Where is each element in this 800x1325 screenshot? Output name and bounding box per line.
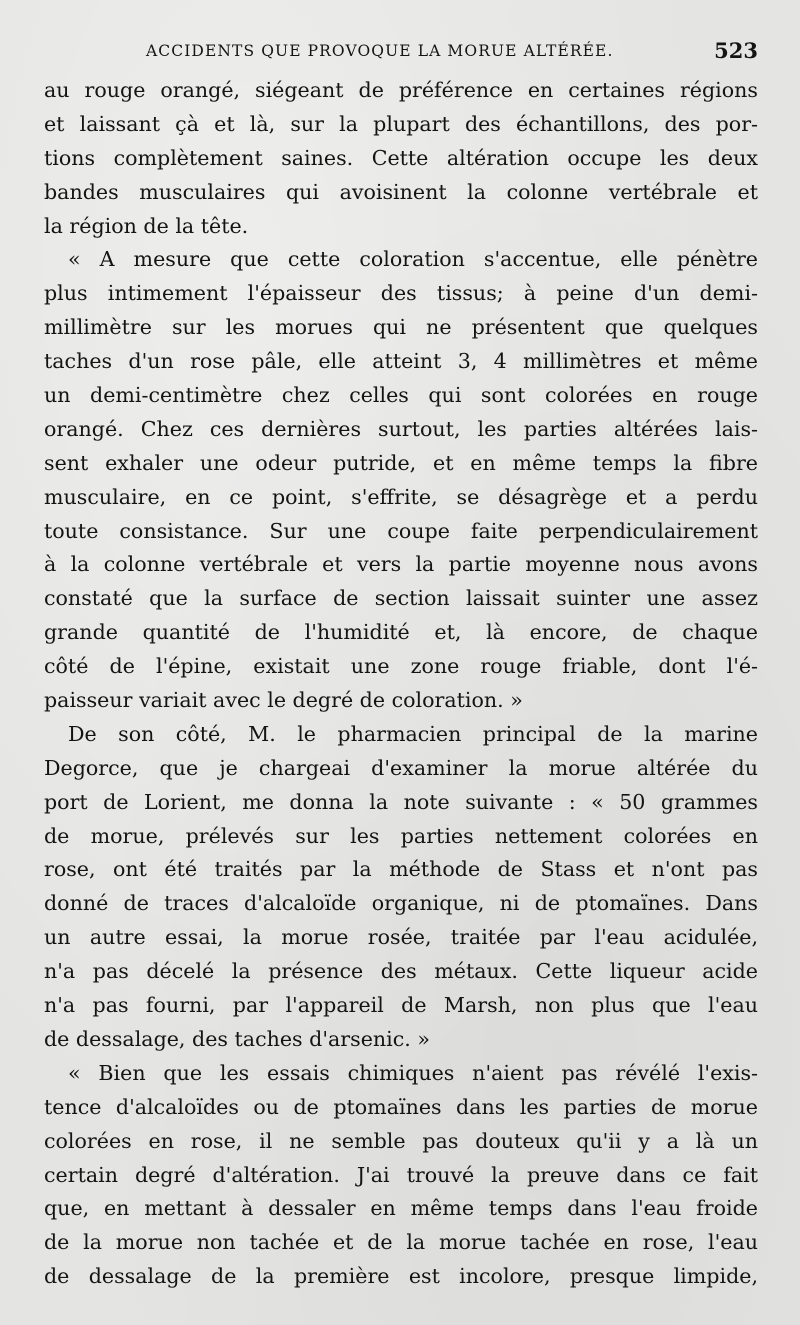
text-line: sent exhaler une odeur putride, et en même temps la fibre [44,450,758,475]
text-line: plus intimement l'épaisseur des tissus; à peine d'un demi- [44,281,758,306]
text-line: toute consistance. Sur une coupe faite perpendiculairement [44,518,758,543]
page-number: 523 [714,38,758,63]
text-line: et laissant çà et là, sur la plupart des échantillons, des por- [44,111,758,136]
text-line: tence d'alcaloïdes ou de ptomaïnes dans les parties de morue [44,1094,758,1119]
text-line: que, en mettant à dessaler en même temps dans l'eau froide [44,1196,758,1221]
text-line: de dessalage de la première est incolore, presque limpide, [44,1264,758,1289]
text-line: à la colonne vertébrale et vers la partie moyenne nous avons [44,552,758,577]
text-line: côté de l'épine, existait une zone rouge friable, dont l'é- [44,654,758,679]
text-line: constaté que la surface de section laissait suinter une assez [44,586,758,611]
text-line: un autre essai, la morue rosée, traitée par l'eau acidulée, [44,925,758,950]
text-line: de morue, prélevés sur les parties nettement colorées en [44,823,758,848]
text-line: grande quantité de l'humidité et, là encore, de chaque [44,620,758,645]
text-line: orangé. Chez ces dernières surtout, les parties altérées lais- [44,416,758,441]
text-line: bandes musculaires qui avoisinent la colonne vertébrale et [44,179,758,204]
text-line: « A mesure que cette coloration s'accentue, elle pénètre [68,247,758,272]
text-line: n'a pas décelé la présence des métaux. Cette liqueur acide [44,959,758,984]
text-line: « Bien que les essais chimiques n'aient pas révélé l'exis- [68,1060,758,1085]
text-line: Degorce, que je chargeai d'examiner la morue altérée du [44,755,758,780]
text-line: millimètre sur les morues qui ne présentent que quelques [44,315,758,340]
text-line: de la morue non tachée et de la morue tachée en rose, l'eau [44,1230,758,1255]
text-line: donné de traces d'alcaloïde organique, ni de ptomaïnes. Dans [44,891,758,916]
body-text [44,74,758,1294]
text-line: paisseur variait avec le degré de coloration. » [44,688,523,713]
text-line: certain degré d'altération. J'ai trouvé la preuve dans ce fait [44,1162,758,1187]
text-line: au rouge orangé, siégeant de préférence en certaines régions [44,78,758,102]
text-line: De son côté, M. le pharmacien principal de la marine [68,721,758,746]
text-line: n'a pas fourni, par l'appareil de Marsh, non plus que l'eau [44,993,758,1018]
text-line: taches d'un rose pâle, elle atteint 3, 4 millimètres et même [44,349,758,374]
text-line: musculaire, en ce point, s'effrite, se désagrège et a perdu [44,484,758,509]
text-line: colorées en rose, il ne semble pas douteux qu'ii y a là un [44,1128,758,1153]
text-line: la région de la tête. [44,213,249,238]
text-line: de dessalage, des taches d'arsenic. » [44,1026,430,1051]
text-line: tions complètement saines. Cette altération occupe les deux [44,145,758,170]
text-line: un demi-centimètre chez celles qui sont colorées en rouge [44,383,758,408]
text-line: port de Lorient, me donna la note suivante : « 50 grammes [44,789,758,814]
running-title: ACCIDENTS QUE PROVOQUE LA MORUE ALTÉRÉE. [146,42,614,60]
running-head [146,38,766,68]
text-line: rose, ont été traités par la méthode de Stass et n'ont pas [44,857,758,882]
